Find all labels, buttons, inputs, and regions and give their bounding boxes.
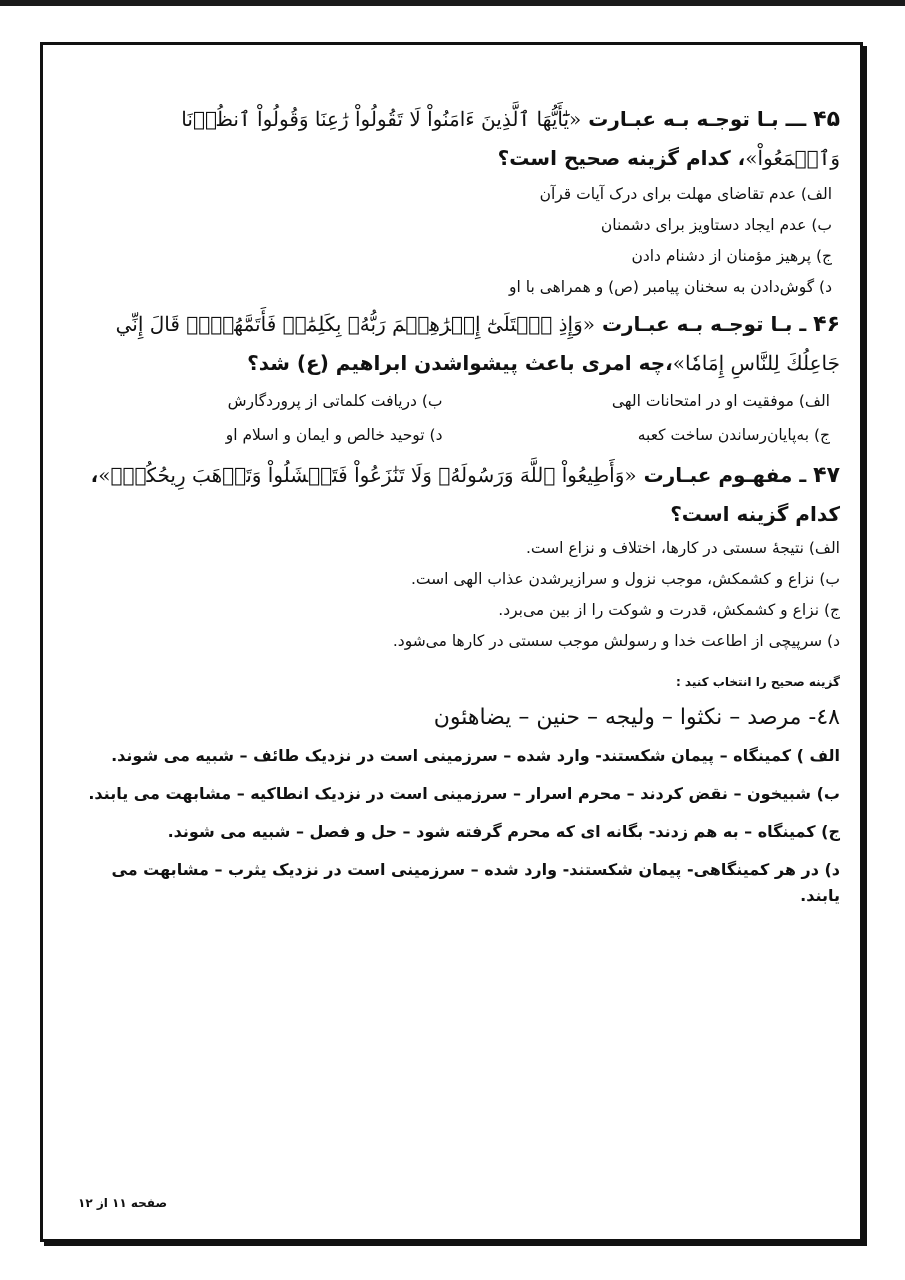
question-45-number: ۴۵ [813,107,840,132]
question-47-text: ، کدام گزینه است؟ [90,463,840,526]
question-45-verse: «يَٰٓأَيُّهَا ٱلَّذِينَ ءَامَنُواْ لَا تَقُولُواْ رَٰعِنَا وَقُولُواْ ٱنظُرۡنَا وَٱسۡمَعُواْ» [181,107,840,170]
question-45-option-d: د) گوش‌دادن به سخنان پیامبر (ص) و همراهی با او [509,278,832,296]
question-46-option-c: ج) به‌پایان‌رساندن ساخت کعبه [637,426,830,444]
section-instruction: گزینه صحیح را انتخاب کنید : [675,675,840,689]
question-48-option-b: ب) شبیخون – نقض کردند – محرم اسرار – سرزمینی است در نزدیک انطاکیه – مشابهت می یابند. [88,784,840,803]
question-46-verse: «وَإِذِ ٱبۡتَلَىٰٓ إِبۡرَٰهِـۧمَ رَبُّهُۥ بِكَلِمَٰتٖ فَأَتَمَّهُنَّۖ قَالَ إِنِّي جَاعِلُكَ لِلنَّاسِ إِمَامٗا» [115,312,840,375]
question-48-option-c: ج) کمینگاه – به هم زدند- بگانه ای که محرم گرفته شود – حل و فصل – شبیه می شوند. [167,822,840,841]
question-48-option-a: الف ) کمینگاه – پیمان شکستند- وارد شده – سرزمینی است در نزدیک طائف – شبیه می شوند. [111,746,840,765]
question-47-intro: ـ مفهـوم عبـارت [643,463,807,487]
question-45-option-a: الف) عدم تقاضای مهلت برای درک آیات قرآن [539,185,832,203]
page-number-footer: صفحه ۱۱ از ۱۲ [78,1196,168,1210]
question-48-option-d: د) در هر کمینگاهی- پیمان شکستند- وارد شده – سرزمینی است در نزدیک یثرب – مشابهت می یابند. [111,860,840,905]
question-47-option-a: الف) نتیجهٔ سستی در کارها، اختلاف و نزاع است. [525,539,840,557]
question-content [75,100,840,921]
question-47-option-d: د) سرپیچی از اطاعت خدا و رسولش موجب سستی در کارها می‌شود. [392,632,840,650]
question-45-intro: ـــ بـا توجـه بـه عبـارت [588,107,807,131]
question-47-verse: «وَأَطِيعُواْ ٱللَّهَ وَرَسُولَهُۥ وَلَا تَنَٰزَعُواْ فَتَفۡشَلُواْ وَتَذۡهَبَ رِيحُكُمۡۖ» [98,463,637,487]
question-46-number: ۴۶ [813,312,840,337]
question-46-intro: ـ بـا توجـه بـه عبـارت [601,312,807,336]
question-48-heading: ٤٨- مرصد – نكثوا – وليجه – حنين – يضاهئون [433,705,840,730]
question-45-option-c: ج) پرهیز مؤمنان از دشنام دادن [631,247,832,265]
question-46-heading [75,305,840,382]
question-46-option-a: الف) موفقیت او در امتحانات الهی [611,392,830,410]
question-45-text: ، کدام گزینه صحیح است؟ [497,146,746,170]
question-45-options [75,179,840,303]
question-47-number: ۴۷ [813,463,840,488]
question-47-option-b: ب) نزاع و کشمکش، موجب نزول و سرازیرشدن عذاب الهی است. [410,570,840,588]
question-47-heading [75,456,840,533]
question-46-option-b: ب) دریافت کلماتی از پروردگارش [227,392,443,410]
question-46-option-d: د) توحید خالص و ایمان و اسلام او [225,426,443,444]
question-45-option-b: ب) عدم ایجاد دستاویز برای دشمنان [600,216,832,234]
question-47-options [75,533,840,657]
top-edge-strip [0,0,905,6]
question-46-text: ،چه امری باعث پیشواشدن ابراهیم (ع) شد؟ [247,351,673,375]
question-45-heading [75,100,840,177]
question-47-option-c: ج) نزاع و کشمکش، قدرت و شوکت را از بین می‌برد. [498,601,840,619]
question-46-options [75,384,840,452]
